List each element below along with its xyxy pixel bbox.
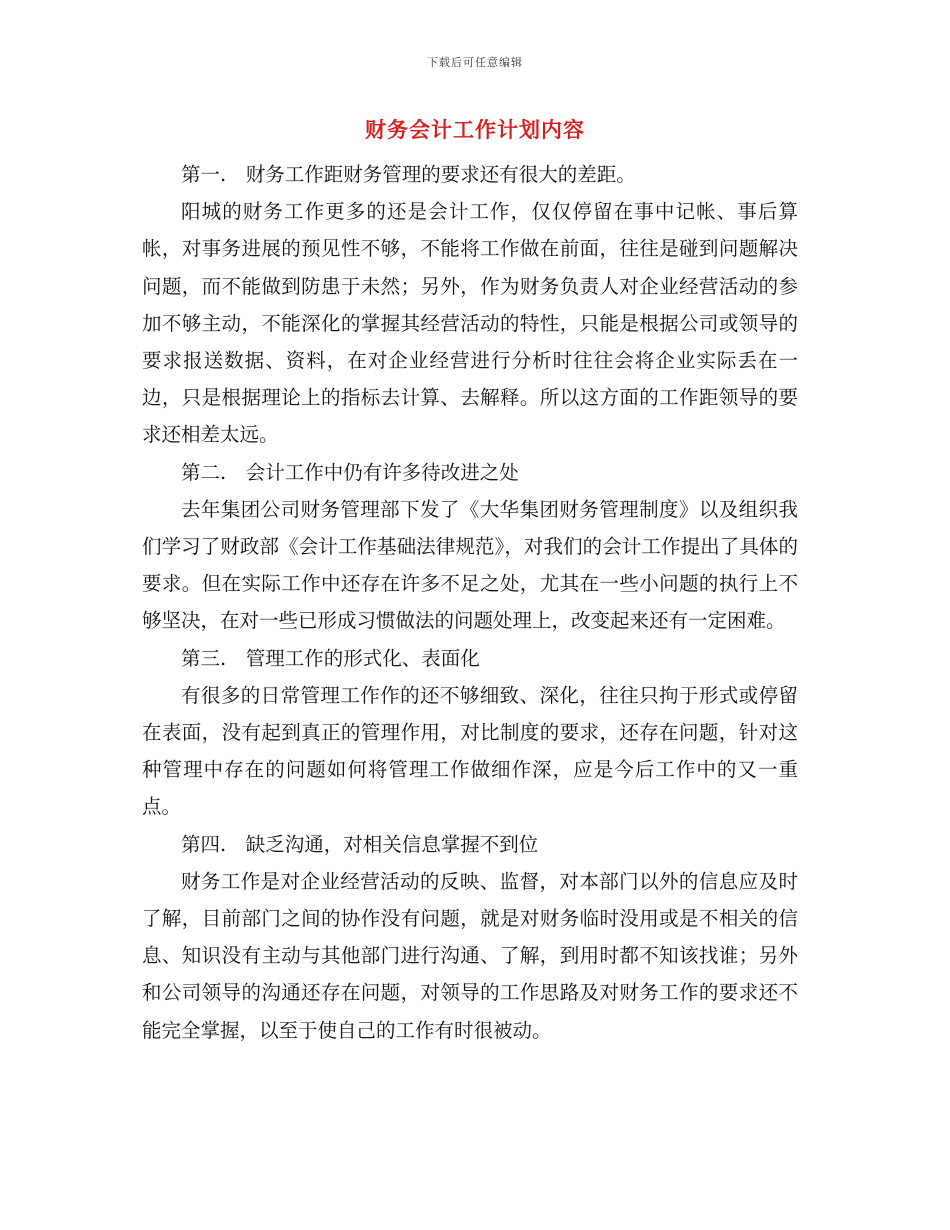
- section-heading-4: 第四. 缺乏沟通，对相关信息掌握不到位: [181, 832, 539, 856]
- section-heading-3: 第三. 管理工作的形式化、表面化: [181, 646, 480, 670]
- document-body: [142, 156, 798, 1049]
- section-body-4: 财务工作是对企业经营活动的反映、监督，对本部门以外的信息应及时了解，目前部门之间的协作没有问题，就是对财务临时没用或是不相关的信息、知识没有主动与其他部门进行沟通、了解，到用时都不知该找谁；另外和公司领导的沟通还存在问题，对领导的工作思路及对财务工作的要求还不能完全掌握，以至于使自己的工作有时很被动。: [142, 869, 798, 1042]
- section-body-1: 阳城的财务工作更多的还是会计工作，仅仅停留在事中记帐、事后算帐，对事务进展的预见性不够，不能将工作做在前面，往往是碰到问题解决问题，而不能做到防患于未然；另外，作为财务负责人对企业经营活动的参加不够主动，不能深化的掌握其经营活动的特性，只能是根据公司或领导的要求报送数据、资料，在对企业经营进行分析时往往会将企业实际丢在一边，只是根据理论上的指标去计算、去解释。所以这方面的工作距领导的要求还相差太远。: [142, 200, 798, 447]
- section-heading-2: 第二. 会计工作中仍有许多待改进之处: [181, 460, 519, 484]
- section-body-2: 去年集团公司财务管理部下发了《大华集团财务管理制度》以及组织我们学习了财政部《会计工作基础法律规范》，对我们的会计工作提出了具体的要求。但在实际工作中还存在许多不足之处，尤其在一些小问题的执行上不够坚决，在对一些已形成习惯做法的问题处理上，改变起来还有一定困难。: [142, 497, 798, 633]
- section-heading-1: 第一. 财务工作距财务管理的要求还有很大的差距。: [181, 163, 636, 186]
- header-note: 下载后可任意编辑: [427, 56, 523, 69]
- document-title: 财务会计工作计划内容: [365, 117, 585, 142]
- section-body-3: 有很多的日常管理工作作的还不够细致、深化，往往只拘于形式或停留在表面，没有起到真正的管理作用，对比制度的要求，还存在问题，针对这种管理中存在的问题如何将管理工作做细作深，应是今后工作中的又一重点。: [142, 683, 798, 819]
